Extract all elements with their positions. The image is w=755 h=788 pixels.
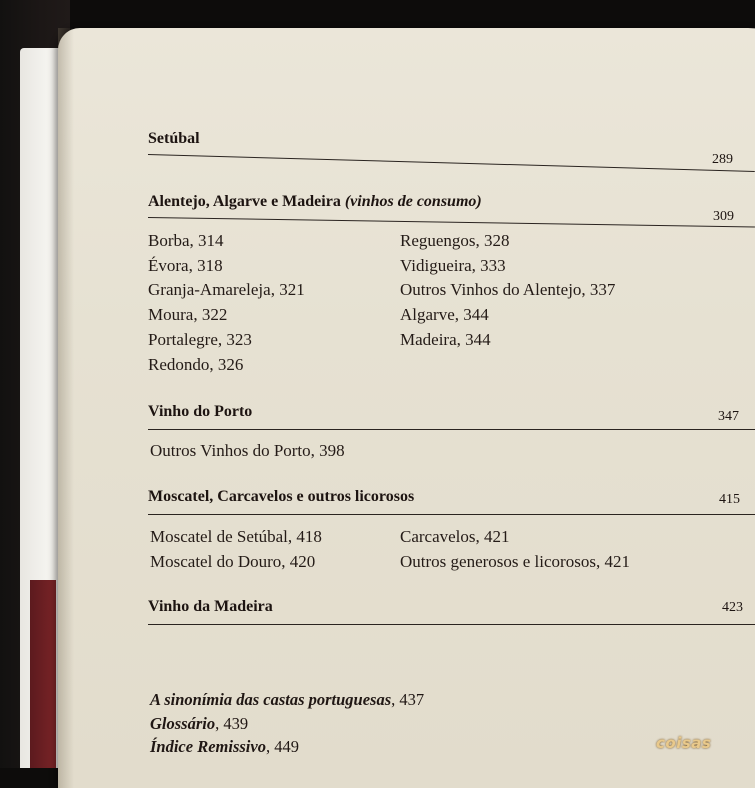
section-title-vinho-da-madeira: Vinho da Madeira <box>148 598 273 615</box>
appendix-item: Glossário, 439 <box>150 713 249 733</box>
entry-list-left <box>148 229 305 377</box>
entry-list-right <box>400 525 630 574</box>
list-item: Moscatel de Setúbal, 418 <box>150 527 322 546</box>
section-rule <box>148 217 755 228</box>
section-rule <box>148 154 755 172</box>
list-item: Redondo, 326 <box>148 354 244 374</box>
appendix-list <box>150 688 424 759</box>
list-item: Outros Vinhos do Porto, 398 <box>150 441 345 460</box>
section-title-vinho-do-porto: Vinho do Porto <box>148 403 253 420</box>
section-title-alentejo: Alentejo, Algarve e Madeira (vinhos de consumo) <box>148 193 482 210</box>
entry-list-left <box>150 439 345 464</box>
list-item: Granja-Amareleja, 321 <box>148 280 305 300</box>
section-page-number: 415 <box>719 492 740 507</box>
appendix-item: Índice Remissivo, 449 <box>150 737 299 756</box>
watermark-logo: coisas <box>656 734 712 752</box>
list-item: Outros Vinhos do Alentejo, 337 <box>400 280 616 300</box>
list-item: Outros generosos e licorosos, 421 <box>400 551 630 571</box>
list-item: Portalegre, 323 <box>148 329 252 349</box>
list-item: Évora, 318 <box>148 255 223 275</box>
section-title-moscatel: Moscatel, Carcavelos e outros licorosos <box>148 488 415 505</box>
list-item: Moscatel do Douro, 420 <box>150 551 316 571</box>
section-rule <box>148 624 755 625</box>
list-item: Carcavelos, 421 <box>400 527 510 546</box>
list-item: Vidigueira, 333 <box>400 255 506 275</box>
list-item: Borba, 314 <box>148 231 224 250</box>
list-item: Madeira, 344 <box>400 329 491 349</box>
section-page-number: 423 <box>722 600 743 615</box>
list-item: Algarve, 344 <box>400 305 489 325</box>
appendix-item: A sinonímia das castas portuguesas, 437 <box>150 690 425 709</box>
list-item: Moura, 322 <box>148 305 228 325</box>
section-page-number: 289 <box>712 152 733 167</box>
entry-list-left <box>150 525 322 574</box>
list-item: Reguengos, 328 <box>400 231 510 250</box>
section-rule <box>148 429 755 430</box>
section-rule <box>148 514 755 515</box>
section-page-number: 309 <box>713 209 734 224</box>
section-title-setubal: Setúbal <box>148 130 200 147</box>
section-page-number: 347 <box>718 409 739 424</box>
entry-list-right <box>400 229 615 353</box>
